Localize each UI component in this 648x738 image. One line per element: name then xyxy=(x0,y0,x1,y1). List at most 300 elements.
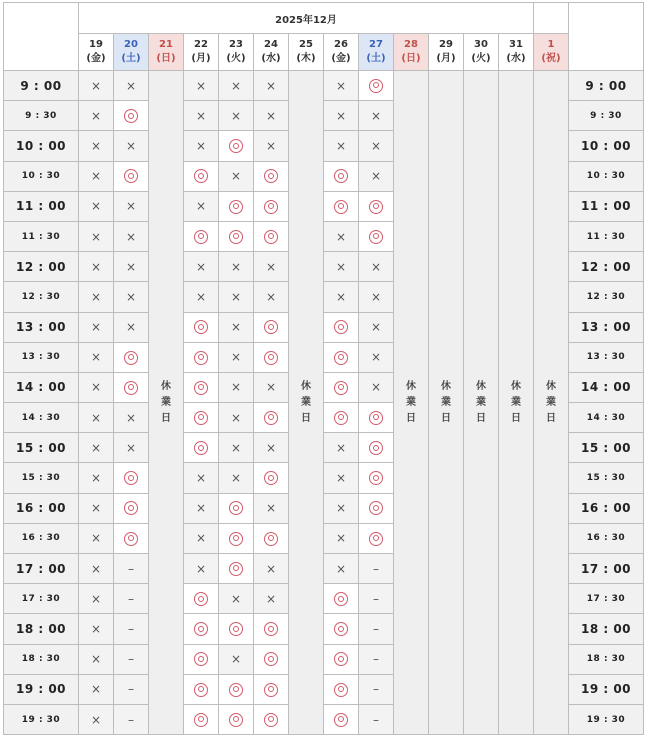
slot-unavailable: × xyxy=(219,312,254,342)
slot-available[interactable] xyxy=(184,614,219,644)
available-circle-icon xyxy=(369,79,383,93)
slot-available[interactable] xyxy=(324,614,359,644)
slot-unavailable: × xyxy=(359,342,394,372)
slot-unavailable: × xyxy=(219,463,254,493)
slot-unavailable: × xyxy=(359,282,394,312)
left-time-label: 15 : 00 xyxy=(4,433,79,463)
slot-unavailable: × xyxy=(114,71,149,101)
day-weekday: (金) xyxy=(86,53,106,64)
slot-available[interactable] xyxy=(359,71,394,101)
slot-unavailable: × xyxy=(79,161,114,191)
available-circle-icon xyxy=(369,501,383,515)
slot-unavailable: × xyxy=(79,221,114,251)
slot-unavailable: × xyxy=(184,252,219,282)
day-weekday: (火) xyxy=(226,53,246,64)
slot-unavailable: × xyxy=(219,644,254,674)
right-time-label: 11 : 30 xyxy=(569,221,644,251)
left-time-label: 18 : 00 xyxy=(4,614,79,644)
available-circle-icon xyxy=(334,713,348,727)
slot-unavailable: × xyxy=(79,493,114,523)
slot-unavailable: × xyxy=(324,101,359,131)
slot-available[interactable] xyxy=(114,372,149,402)
slot-available[interactable] xyxy=(219,131,254,161)
availability-table xyxy=(3,2,644,735)
available-circle-icon xyxy=(229,139,243,153)
day-weekday: (日) xyxy=(156,53,176,64)
slot-available[interactable] xyxy=(254,221,289,251)
slot-unavailable: × xyxy=(254,584,289,614)
time-row xyxy=(4,71,644,101)
slot-unavailable: × xyxy=(254,372,289,402)
left-time-label: 16 : 00 xyxy=(4,493,79,523)
slot-unavailable: × xyxy=(254,554,289,584)
available-circle-icon xyxy=(264,622,278,636)
slot-unavailable: × xyxy=(79,282,114,312)
slot-available[interactable] xyxy=(219,614,254,644)
slot-available[interactable] xyxy=(219,221,254,251)
right-time-label: 9 : 30 xyxy=(569,101,644,131)
slot-available[interactable] xyxy=(324,372,359,402)
slot-unavailable: × xyxy=(324,221,359,251)
slot-unavailable: × xyxy=(114,221,149,251)
day-header xyxy=(499,34,534,71)
slot-unavailable: × xyxy=(184,191,219,221)
available-circle-icon xyxy=(334,683,348,697)
left-time-label: 9 : 00 xyxy=(4,71,79,101)
available-circle-icon xyxy=(264,652,278,666)
left-time-label: 13 : 00 xyxy=(4,312,79,342)
available-circle-icon xyxy=(229,683,243,697)
slot-available[interactable] xyxy=(219,191,254,221)
day-number: 22 xyxy=(194,39,208,50)
available-circle-icon xyxy=(369,441,383,455)
slot-unavailable: × xyxy=(219,252,254,282)
slot-unavailable: × xyxy=(219,282,254,312)
left-time-label: 15 : 30 xyxy=(4,463,79,493)
slot-available[interactable] xyxy=(254,614,289,644)
closed-day-cell: 休 業 日 xyxy=(149,71,184,735)
closed-day-cell: 休 業 日 xyxy=(464,71,499,735)
slot-available[interactable] xyxy=(114,342,149,372)
available-circle-icon xyxy=(229,200,243,214)
day-header xyxy=(289,34,324,71)
available-circle-icon xyxy=(124,501,138,515)
available-circle-icon xyxy=(369,471,383,485)
available-circle-icon xyxy=(334,652,348,666)
slot-unavailable: × xyxy=(359,372,394,402)
available-circle-icon xyxy=(229,622,243,636)
available-circle-icon xyxy=(334,592,348,606)
available-circle-icon xyxy=(194,592,208,606)
slot-unavailable: × xyxy=(184,554,219,584)
available-circle-icon xyxy=(124,381,138,395)
slot-unavailable: × xyxy=(359,161,394,191)
slot-available[interactable] xyxy=(184,644,219,674)
left-time-label: 9 : 30 xyxy=(4,101,79,131)
available-circle-icon xyxy=(369,200,383,214)
available-circle-icon xyxy=(264,200,278,214)
closed-day-cell: 休 業 日 xyxy=(499,71,534,735)
slot-available[interactable] xyxy=(219,674,254,704)
day-weekday: (日) xyxy=(401,53,421,64)
slot-available[interactable] xyxy=(254,312,289,342)
day-number: 28 xyxy=(404,39,418,50)
slot-unavailable: × xyxy=(114,433,149,463)
slot-available[interactable] xyxy=(219,523,254,553)
slot-available[interactable] xyxy=(114,161,149,191)
right-time-label: 10 : 00 xyxy=(569,131,644,161)
available-circle-icon xyxy=(194,411,208,425)
left-time-label: 19 : 30 xyxy=(4,704,79,734)
available-circle-icon xyxy=(194,622,208,636)
right-time-label: 13 : 00 xyxy=(569,312,644,342)
slot-unavailable: × xyxy=(254,71,289,101)
slot-available[interactable] xyxy=(254,191,289,221)
day-weekday: (金) xyxy=(331,53,351,64)
slot-unavailable: × xyxy=(184,131,219,161)
slot-unavailable: × xyxy=(359,312,394,342)
right-time-label: 16 : 00 xyxy=(569,493,644,523)
slot-unavailable: × xyxy=(324,433,359,463)
slot-none: – xyxy=(359,674,394,704)
right-time-label: 16 : 30 xyxy=(569,523,644,553)
slot-unavailable: × xyxy=(254,101,289,131)
slot-unavailable: × xyxy=(324,282,359,312)
right-time-label: 17 : 00 xyxy=(569,554,644,584)
day-weekday: (月) xyxy=(436,53,456,64)
available-circle-icon xyxy=(229,532,243,546)
left-time-label: 11 : 00 xyxy=(4,191,79,221)
slot-available[interactable] xyxy=(219,704,254,734)
available-circle-icon xyxy=(194,381,208,395)
available-circle-icon xyxy=(194,230,208,244)
available-circle-icon xyxy=(264,713,278,727)
left-time-label: 18 : 30 xyxy=(4,644,79,674)
available-circle-icon xyxy=(369,532,383,546)
slot-available[interactable] xyxy=(324,191,359,221)
slot-unavailable: × xyxy=(219,101,254,131)
day-header xyxy=(324,34,359,71)
day-number: 23 xyxy=(229,39,243,50)
available-circle-icon xyxy=(334,169,348,183)
corner-cell xyxy=(4,3,79,71)
closed-day-cell: 休 業 日 xyxy=(289,71,324,735)
right-time-label: 14 : 30 xyxy=(569,403,644,433)
slot-available[interactable] xyxy=(254,523,289,553)
available-circle-icon xyxy=(334,351,348,365)
day-header xyxy=(79,34,114,71)
slot-available[interactable] xyxy=(184,372,219,402)
slot-unavailable: × xyxy=(359,101,394,131)
slot-unavailable: × xyxy=(324,252,359,282)
slot-available[interactable] xyxy=(254,342,289,372)
slot-unavailable: × xyxy=(254,131,289,161)
slot-unavailable: × xyxy=(114,131,149,161)
slot-none: – xyxy=(359,584,394,614)
slot-unavailable: × xyxy=(359,252,394,282)
day-weekday: (月) xyxy=(191,53,211,64)
day-weekday: (水) xyxy=(506,53,526,64)
slot-available[interactable] xyxy=(359,493,394,523)
slot-available[interactable] xyxy=(184,674,219,704)
slot-available[interactable] xyxy=(359,433,394,463)
slot-unavailable: × xyxy=(79,463,114,493)
slot-available[interactable] xyxy=(324,342,359,372)
available-circle-icon xyxy=(369,411,383,425)
day-header xyxy=(219,34,254,71)
slot-available[interactable] xyxy=(184,433,219,463)
available-circle-icon xyxy=(229,501,243,515)
left-time-label: 11 : 30 xyxy=(4,221,79,251)
right-time-label: 19 : 00 xyxy=(569,674,644,704)
slot-unavailable: × xyxy=(219,584,254,614)
slot-unavailable: × xyxy=(79,674,114,704)
slot-unavailable: × xyxy=(184,71,219,101)
slot-unavailable: × xyxy=(324,131,359,161)
slot-available[interactable] xyxy=(184,403,219,433)
day-header xyxy=(394,34,429,71)
available-circle-icon xyxy=(334,411,348,425)
slot-available[interactable] xyxy=(254,704,289,734)
right-time-label: 12 : 30 xyxy=(569,282,644,312)
right-time-label: 18 : 30 xyxy=(569,644,644,674)
right-time-label: 15 : 00 xyxy=(569,433,644,463)
left-time-label: 12 : 00 xyxy=(4,252,79,282)
left-time-label: 19 : 00 xyxy=(4,674,79,704)
slot-none: – xyxy=(359,554,394,584)
slot-available[interactable] xyxy=(184,312,219,342)
slot-unavailable: × xyxy=(254,282,289,312)
slot-none: – xyxy=(114,614,149,644)
left-time-label: 16 : 30 xyxy=(4,523,79,553)
slot-available[interactable] xyxy=(114,101,149,131)
slot-unavailable: × xyxy=(359,131,394,161)
available-circle-icon xyxy=(334,200,348,214)
slot-available[interactable] xyxy=(184,584,219,614)
slot-available[interactable] xyxy=(184,342,219,372)
slot-unavailable: × xyxy=(324,523,359,553)
day-header xyxy=(534,34,569,71)
available-circle-icon xyxy=(264,411,278,425)
slot-available[interactable] xyxy=(324,312,359,342)
slot-available[interactable] xyxy=(324,584,359,614)
slot-unavailable: × xyxy=(184,523,219,553)
day-number: 19 xyxy=(89,39,103,50)
right-time-label: 13 : 30 xyxy=(569,342,644,372)
slot-available[interactable] xyxy=(324,674,359,704)
available-circle-icon xyxy=(264,683,278,697)
slot-available[interactable] xyxy=(184,221,219,251)
available-circle-icon xyxy=(264,230,278,244)
day-header xyxy=(464,34,499,71)
slot-unavailable: × xyxy=(324,71,359,101)
left-time-label: 10 : 00 xyxy=(4,131,79,161)
slot-unavailable: × xyxy=(114,252,149,282)
available-circle-icon xyxy=(369,230,383,244)
slot-unavailable: × xyxy=(184,493,219,523)
available-circle-icon xyxy=(229,230,243,244)
available-circle-icon xyxy=(194,320,208,334)
left-time-label: 12 : 30 xyxy=(4,282,79,312)
closed-day-cell: 休 業 日 xyxy=(534,71,569,735)
corner-cell-right xyxy=(569,3,644,71)
available-circle-icon xyxy=(124,169,138,183)
slot-none: – xyxy=(114,584,149,614)
available-circle-icon xyxy=(194,683,208,697)
slot-unavailable: × xyxy=(324,554,359,584)
slot-available[interactable] xyxy=(359,221,394,251)
day-weekday: (木) xyxy=(296,53,316,64)
left-time-label: 13 : 30 xyxy=(4,342,79,372)
slot-unavailable: × xyxy=(79,342,114,372)
slot-available[interactable] xyxy=(219,493,254,523)
slot-unavailable: × xyxy=(79,644,114,674)
available-circle-icon xyxy=(334,381,348,395)
day-weekday: (水) xyxy=(261,53,281,64)
slot-unavailable: × xyxy=(324,493,359,523)
available-circle-icon xyxy=(264,169,278,183)
day-number: 21 xyxy=(159,39,173,50)
slot-available[interactable] xyxy=(114,463,149,493)
month-spacer-cell xyxy=(534,3,569,34)
available-circle-icon xyxy=(194,169,208,183)
available-circle-icon xyxy=(229,562,243,576)
left-time-label: 17 : 00 xyxy=(4,554,79,584)
available-circle-icon xyxy=(124,471,138,485)
slot-available[interactable] xyxy=(254,644,289,674)
slot-unavailable: × xyxy=(79,101,114,131)
slot-unavailable: × xyxy=(114,403,149,433)
slot-unavailable: × xyxy=(114,312,149,342)
slot-available[interactable] xyxy=(219,554,254,584)
right-time-label: 9 : 00 xyxy=(569,71,644,101)
slot-unavailable: × xyxy=(219,342,254,372)
available-circle-icon xyxy=(194,652,208,666)
day-number: 25 xyxy=(299,39,313,50)
slot-unavailable: × xyxy=(219,433,254,463)
left-time-label: 14 : 00 xyxy=(4,372,79,402)
slot-unavailable: × xyxy=(219,71,254,101)
day-number: 29 xyxy=(439,39,453,50)
slot-available[interactable] xyxy=(254,674,289,704)
slot-unavailable: × xyxy=(79,523,114,553)
available-circle-icon xyxy=(264,532,278,546)
day-weekday: (土) xyxy=(121,53,141,64)
slot-available[interactable] xyxy=(359,403,394,433)
slot-available[interactable] xyxy=(324,161,359,191)
right-time-label: 19 : 30 xyxy=(569,704,644,734)
slot-unavailable: × xyxy=(254,493,289,523)
right-time-label: 14 : 00 xyxy=(569,372,644,402)
day-header xyxy=(359,34,394,71)
day-number: 30 xyxy=(474,39,488,50)
right-time-label: 15 : 30 xyxy=(569,463,644,493)
slot-available[interactable] xyxy=(359,191,394,221)
slot-available[interactable] xyxy=(254,403,289,433)
slot-unavailable: × xyxy=(219,403,254,433)
slot-available[interactable] xyxy=(324,644,359,674)
left-time-label: 10 : 30 xyxy=(4,161,79,191)
available-circle-icon xyxy=(229,713,243,727)
day-number: 24 xyxy=(264,39,278,50)
slot-unavailable: × xyxy=(79,584,114,614)
slot-unavailable: × xyxy=(79,71,114,101)
available-circle-icon xyxy=(194,351,208,365)
slot-unavailable: × xyxy=(184,282,219,312)
day-number: 31 xyxy=(509,39,523,50)
month-title: 2025年12月 xyxy=(79,3,534,34)
available-circle-icon xyxy=(124,532,138,546)
slot-available[interactable] xyxy=(184,161,219,191)
right-time-label: 12 : 00 xyxy=(569,252,644,282)
slot-unavailable: × xyxy=(184,463,219,493)
slot-available[interactable] xyxy=(114,493,149,523)
slot-unavailable: × xyxy=(79,372,114,402)
slot-unavailable: × xyxy=(79,252,114,282)
slot-none: – xyxy=(114,704,149,734)
right-time-label: 11 : 00 xyxy=(569,191,644,221)
day-number: 27 xyxy=(369,39,383,50)
slot-available[interactable] xyxy=(254,463,289,493)
slot-unavailable: × xyxy=(114,191,149,221)
day-weekday: (祝) xyxy=(541,53,561,64)
day-weekday: (土) xyxy=(366,53,386,64)
slot-unavailable: × xyxy=(254,433,289,463)
slot-unavailable: × xyxy=(79,704,114,734)
slot-unavailable: × xyxy=(114,282,149,312)
slot-available[interactable] xyxy=(324,704,359,734)
available-circle-icon xyxy=(264,320,278,334)
slot-none: – xyxy=(359,614,394,644)
slot-unavailable: × xyxy=(184,101,219,131)
slot-available[interactable] xyxy=(359,523,394,553)
available-circle-icon xyxy=(124,351,138,365)
day-number: 20 xyxy=(124,39,138,50)
day-header xyxy=(149,34,184,71)
day-number: 26 xyxy=(334,39,348,50)
right-time-label: 18 : 00 xyxy=(569,614,644,644)
closed-day-cell: 休 業 日 xyxy=(429,71,464,735)
slot-none: – xyxy=(114,644,149,674)
slot-none: – xyxy=(359,644,394,674)
day-header xyxy=(184,34,219,71)
left-time-label: 14 : 30 xyxy=(4,403,79,433)
available-circle-icon xyxy=(264,351,278,365)
slot-unavailable: × xyxy=(79,312,114,342)
available-circle-icon xyxy=(194,713,208,727)
available-circle-icon xyxy=(264,471,278,485)
day-header xyxy=(254,34,289,71)
slot-unavailable: × xyxy=(79,131,114,161)
left-time-label: 17 : 30 xyxy=(4,584,79,614)
slot-none: – xyxy=(114,674,149,704)
slot-unavailable: × xyxy=(219,161,254,191)
available-circle-icon xyxy=(124,109,138,123)
slot-available[interactable] xyxy=(114,523,149,553)
available-circle-icon xyxy=(334,622,348,636)
right-time-label: 17 : 30 xyxy=(569,584,644,614)
slot-unavailable: × xyxy=(79,614,114,644)
slot-available[interactable] xyxy=(359,463,394,493)
slot-unavailable: × xyxy=(324,463,359,493)
slot-unavailable: × xyxy=(79,433,114,463)
slot-available[interactable] xyxy=(324,403,359,433)
slot-available[interactable] xyxy=(184,704,219,734)
slot-unavailable: × xyxy=(219,372,254,402)
closed-day-cell: 休 業 日 xyxy=(394,71,429,735)
slot-available[interactable] xyxy=(254,161,289,191)
slot-unavailable: × xyxy=(254,252,289,282)
